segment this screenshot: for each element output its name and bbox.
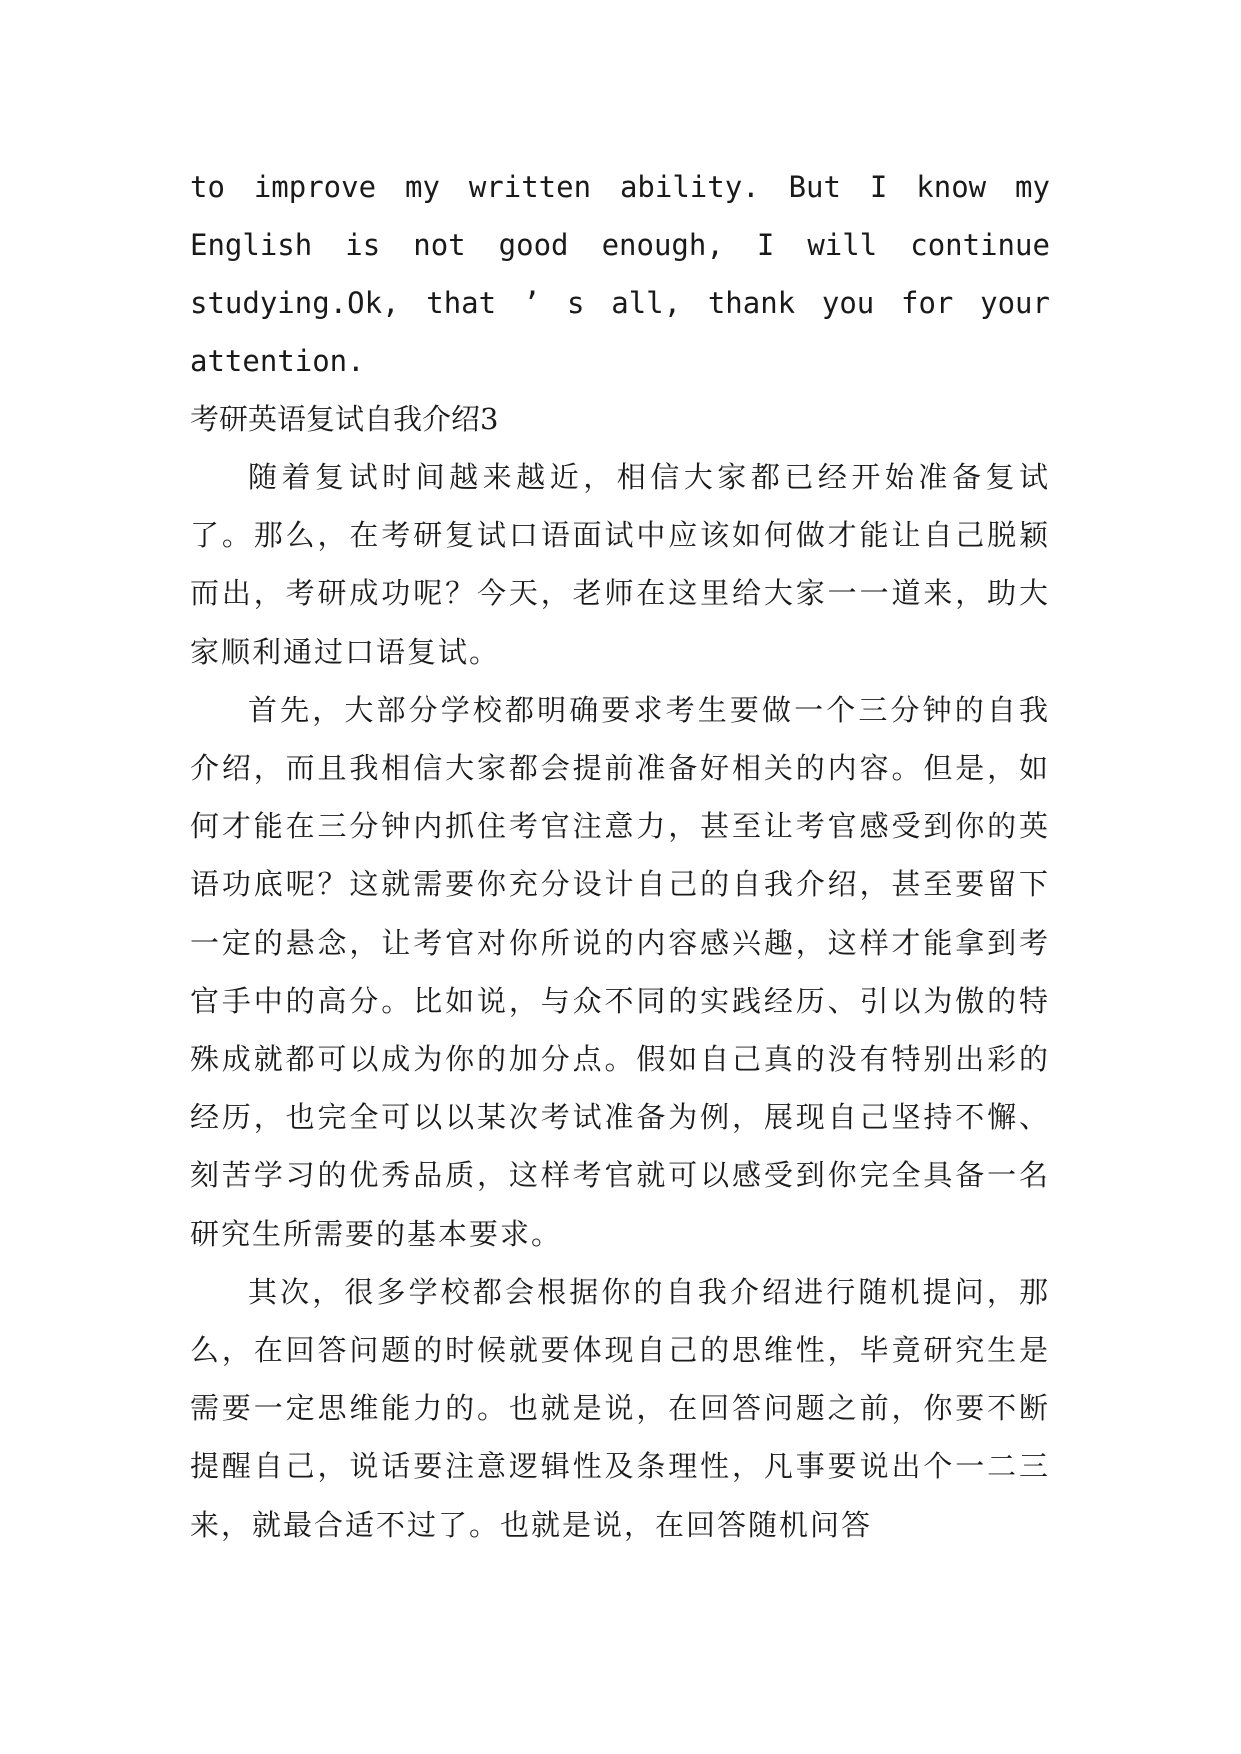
english-line-3 bbox=[190, 274, 1050, 332]
word: know bbox=[916, 170, 987, 204]
word: your bbox=[980, 286, 1050, 320]
word: continue bbox=[910, 228, 1050, 262]
word: written bbox=[468, 170, 592, 204]
word: not bbox=[413, 228, 466, 262]
word: will bbox=[807, 228, 878, 262]
english-line-2 bbox=[190, 216, 1050, 274]
paragraph-2: 首先，大部分学校都明确要求考生要做一个三分钟的自我介绍，而且我相信大家都会提前准备好相关的内容。但是，如何才能在三分钟内抓住考官注意力，甚至让考官感受到你的英语功底呢？这就需要你充分设计自己的自我介绍，甚至要留下一定的悬念，让考官对你所说的内容感兴趣，这样才能拿到考官手中的高分。比如说，与众不同的实践经历、引以为傲的特殊成就都可以成为你的加分点。假如自己真的没有特别出彩的经历，也完全可以以某次考试准备为例，展现自己坚持不懈、刻苦学习的优秀品质，这样考官就可以感受到你完全具备一名研究生所需要的基本要求。 bbox=[190, 692, 1050, 1251]
word: for bbox=[900, 286, 954, 320]
word: I bbox=[869, 170, 888, 204]
word: ’ bbox=[522, 286, 541, 320]
word: you bbox=[821, 286, 875, 320]
word: ability. bbox=[619, 170, 760, 204]
document-page bbox=[190, 158, 1050, 1554]
word: good bbox=[498, 228, 569, 262]
word: I bbox=[756, 228, 775, 262]
word: But bbox=[788, 170, 841, 204]
word: thank bbox=[707, 286, 796, 320]
word: enough, bbox=[601, 228, 724, 262]
word: to bbox=[190, 170, 225, 204]
word: that bbox=[426, 286, 497, 320]
word: my bbox=[1015, 170, 1050, 204]
english-line-4 bbox=[190, 332, 1050, 390]
paragraph-1: 随着复试时间越来越近，相信大家都已经开始准备复试了。那么，在考研复试口语面试中应该如何做才能让自己脱颖而出，考研成功呢？今天，老师在这里给大家一一道来，助大家顺利通过口语复试。 bbox=[190, 460, 1050, 669]
word: all, bbox=[611, 286, 682, 320]
word: is bbox=[345, 228, 381, 262]
word: my bbox=[404, 170, 440, 204]
word: s bbox=[567, 286, 585, 320]
word: attention. bbox=[190, 344, 365, 378]
section-heading: 考研英语复试自我介绍3 bbox=[190, 402, 499, 436]
word: studying.Ok, bbox=[190, 286, 400, 320]
paragraph-3: 其次，很多学校都会根据你的自我介绍进行随机提问，那么，在回答问题的时候就要体现自己的思维性，毕竟研究生是需要一定思维能力的。也就是说，在回答问题之前，你要不断提醒自己，说话要注意逻辑性及条理性，凡事要说出个一二三来，就最合适不过了。也就是说，在回答随机问答 bbox=[190, 1274, 1050, 1542]
word: English bbox=[190, 228, 313, 262]
english-line-1 bbox=[190, 158, 1050, 216]
word: improve bbox=[253, 170, 377, 204]
